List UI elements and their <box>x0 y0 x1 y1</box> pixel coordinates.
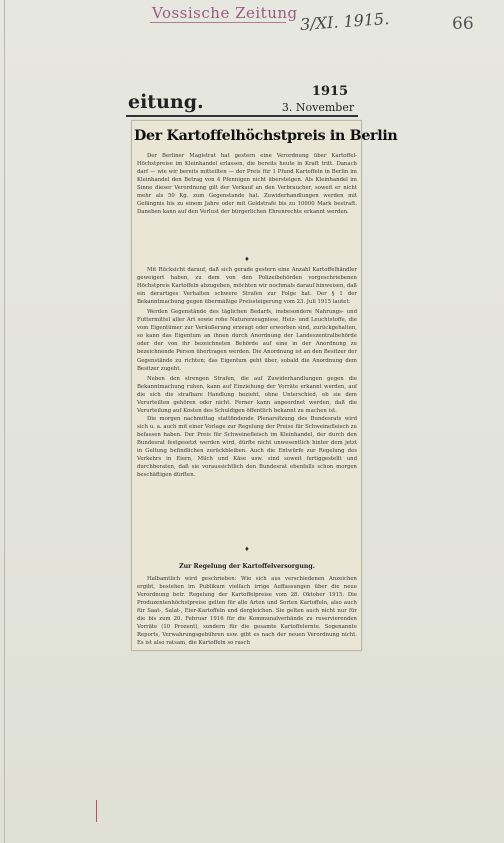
article-body-part3 <box>137 575 357 647</box>
separator-diamond: ♦ <box>244 546 250 553</box>
paragraph: Mit Rücksicht darauf, daß sich gerade gestern eine Anzahl Kartoffelhändler geweigert haben, zu dem von den Polizeibehörden vorgeschriebenen Höchstpreis Kartoffeln abzugeben, möchten wir nochmals darauf hinweisen, daß ein derartiges Verhalten schwere Strafen zur Folge hat. Der § 1 der Bekanntmachung gegen übermäßige Preissteigerung vom 23. Juli 1915 lautet: <box>137 267 357 306</box>
paragraph: Neben den strengen Strafen, die auf Zuwiderhandlungen gegen die Bekanntmachung ruhen, kann auf Einziehung der Vorräte erkannt werden, auf die sich die strafbare Handlung bezieht, ohne Unterschied, ob sie dem Verurteilten gehören oder nicht. Ferner kann angeordnet werden, daß die Verurteilung auf Kosten des Schuldigen öffentlich bekannt zu machen ist. <box>137 375 357 414</box>
article-body-part1 <box>137 152 357 216</box>
page-edge <box>4 0 5 843</box>
paragraph: Der Berliner Magistrat hat gestern eine Verordnung über Kartoffel-Höchstpreise im Kleinhandel erlassen, die bereits heute in Kraft tritt. Danach darf — wie wir bereits mitteilten — der Preis für 1 Pfund Kartoffeln in Berlin im Kleinhandel den Betrag von 4 Pfennigen nicht übersteigen. Als Kleinhandel im Sinne dieser Verordnung gilt der Verkauf an den Verbraucher, soweit er nicht mehr als 50 Kg. zum Gegenstande hat. Zuwiderhandlungen werden mit Gefängnis bis zu einem Jahre oder mit Geldstrafe bis zu 10000 Mark bestraft. Daneben kann auf den Verlust der bürgerlichen Ehrenrechte erkannt werden. <box>137 153 357 216</box>
separator-star: ♦ <box>244 256 250 263</box>
masthead-date: 3. November <box>281 101 355 114</box>
paragraph: Die morgen nachmittag stattfindende Plenarsitzung des Bundesrats wird sich u. a. auch mit einer Vorlage zur Regelung der Preise für Schweinefleisch zu befassen haben. Der Preis für Schweinefleisch im Kleinhandel, der durch den Bundesrat festgesetzt werden wird, dürfte nicht unwesentlich hinter dem jetzt in Geltung befindlichen zurückbleiben. Auch die Entwürfe zur Regelung des Verkehrs in Eiern, Milch und Käse usw. sind soweit fertiggestellt und durchberaten, daß sie voraussichtlich den Bundesrat ebenfalls schon morgen beschäftigen dürften. <box>137 415 357 479</box>
masthead-name: eitung. <box>128 91 204 113</box>
quoted-paragraph: Werden Gegenstände des täglichen Bedarfs, insbesondere Nahrungs- und Futtermittel aller Art sowie rohe Naturerzeugnisse, Heiz- und Leuchtstoffe, die vom Eigentümer zur Veräußerung erzeugt oder erworben sind, zurückgehalten, so kann das Eigentum an ihnen durch Anordnung der Landeszentralbehörde oder der von ihr bezeichneten Behörde auf eine in der Anordnung zu bezeichnende Person übertragen werden. Die Anordnung ist an den Besitzer der Gegenstände zu richten; das Eigentum geht über, sobald die Anordnung dem Besitzer zugeht. <box>137 309 357 372</box>
masthead-year: 1915 <box>311 84 349 99</box>
article-headline: Der Kartoffelhöchstpreis in Berlin <box>134 128 398 144</box>
pencil-mark <box>96 800 97 822</box>
newspaper-stamp: Vossische Zeitung <box>152 4 298 22</box>
page-number: 66 <box>452 14 474 34</box>
handwritten-date: 3/XI. 1915. <box>299 8 390 35</box>
stamp-underline <box>150 22 286 23</box>
paragraph: Halbamtlich wird geschrieben: Wie sich aus verschiedenen Anzeichen ergibt, bestehen im Publikum vielfach irrige Auffassungen über die neue Verordnung betr. Regelung der Kartoffelpreise vom 28. Oktober 1915. Die Produzentenhöchstpreise gelten für alle Arten und Sorten Kartoffeln, also auch für Saat-, Salat-, Eier-Kartoffeln und dergleichen. Sie gelten auch nicht nur für die bis zum 20. Februar 1916 für die Kommunalverbände zu reservierenden Vorräte (10 Prozent), sondern für die gesamte Kartoffelernte. Sogenannte Reports, Verwahrungsgebühren usw. gibt es nach der neuen Verordnung nicht. Es ist also ratsam, die Kartoffeln so rasch <box>137 576 357 647</box>
article-body-part2 <box>137 266 357 479</box>
masthead-rule <box>126 115 358 117</box>
article-subheading: Zur Regelung der Kartoffelversorgung. <box>179 563 315 570</box>
